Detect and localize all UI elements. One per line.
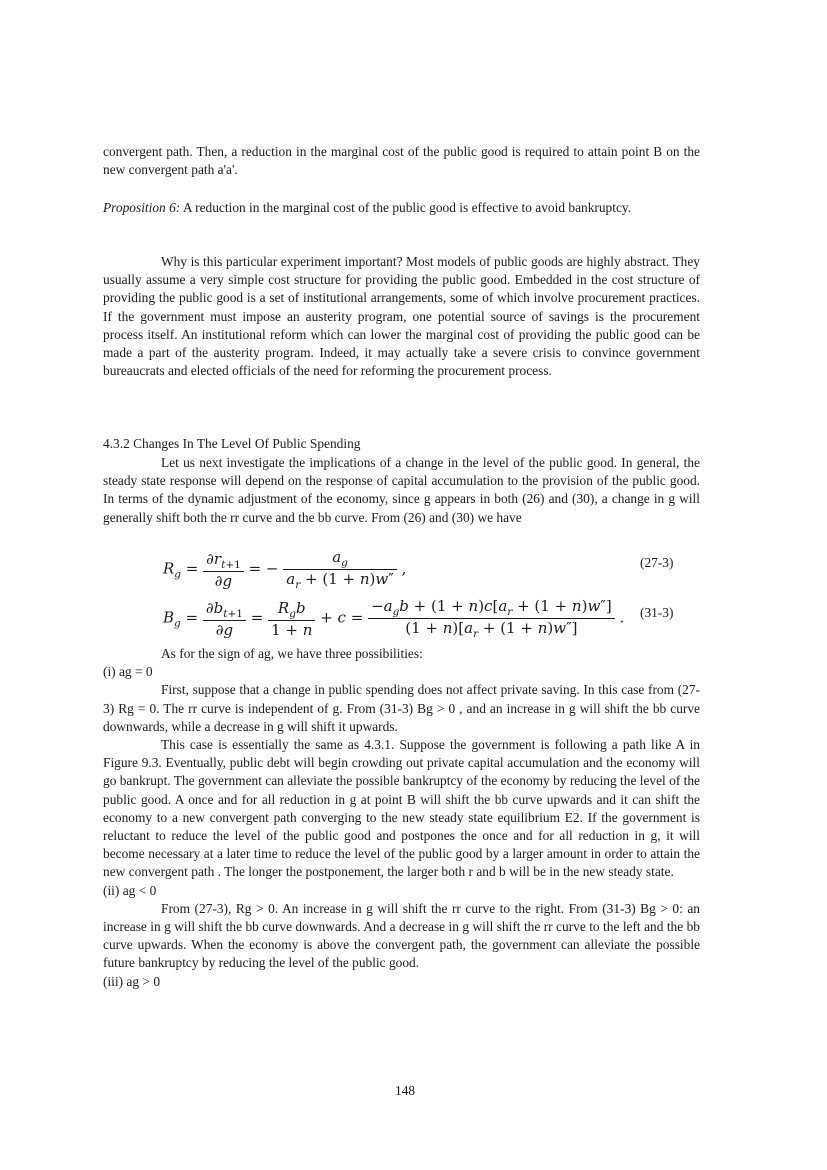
- case-i-label: (i) ag = 0: [103, 664, 153, 680]
- paragraph-text: convergent path. Then, a reduction in the marginal cost of the public good is required to attain point B on the new convergent path a'a'.: [103, 144, 700, 178]
- paragraph-text: Why is this particular experiment important? Most models of public goods are highly abstract. They usually assume a very simple cost structure for providing the public good. Embedded in the cost structure of providing the public good is a set of institutional arrangements, some of which involve procurement practices. If the government must impose an austerity program, one potential source of savings is the procurement process itself. An institutional reform which can lower the marginal cost of providing the public good can be made a part of the austerity program. Indeed, it may actually take a severe crisis to convince government bureaucrats and elected officials of the need for reforming the procurement process.: [103, 254, 700, 379]
- section-heading: 4.3.2 Changes In The Level Of Public Spending: [103, 436, 361, 451]
- paragraph-text: First, suppose that a change in public spending does not affect private saving. In this case from (27-3) Rg = 0. The rr curve is independent of g. From (31-3) Bg > 0 , and an increase in g will shift the bb curve downwards, while a decrease in g will shift it upwards.: [103, 682, 700, 734]
- equation-label: (27-3): [640, 555, 674, 570]
- paragraph-text: This case is essentially the same as 4.3.1. Suppose the government is following a path like A in Figure 9.3. Eventually, public debt will begin crowding out private capital accumulation and the economy will go bankrupt. The government can alleviate the possible bankruptcy of the economy by reducing the level of the public good. A once and for all reduction in g at point B will shift the bb curve upwards and it can shift the economy to a new convergent path converging to the new steady state equilibrium E2. If the government is reluctant to reduce the level of the public good and postpones the once and for all reduction in g, it will become necessary at a later time to reduce the level of the public good by a larger amount in order to attain the new convergent path . The longer the postponement, the larger both r and b will be in the new steady state.: [103, 737, 700, 880]
- equation-31-3: $B_g$ = $\frac{\partial b_{t+1}}{\partial g}$ = $\frac{R_gb}{1 + n}$ + c = $\frac{-a_gb + (1 + n)c[a_r + (1 + n)w'']}{(1 + n)[a_r + (1 + n)w'']}$ .: [163, 597, 625, 640]
- paragraph-continuation: [103, 143, 700, 179]
- proposition-text: A reduction in the marginal cost of the public good is effective to avoid bankruptcy.: [180, 200, 632, 215]
- paragraph-investigate: [103, 454, 700, 527]
- paragraph-sign: [103, 645, 700, 991]
- case-ii-label: (ii) ag < 0: [103, 882, 157, 898]
- page-number: 148: [395, 1083, 416, 1098]
- proposition-label: Proposition 6:: [103, 200, 181, 215]
- paragraph-text: Let us next investigate the implications of a change in the level of the public good. In general, the steady state response will depend on the response of capital accumulation to the provision of the public good. In terms of the dynamic adjustment of the economy, since g appears in both (26) and (30), a change in g will generally shift both the rr curve and the bb curve. From (26) and (30) we have: [103, 455, 700, 525]
- equation-27-3: $R_g$ = $\frac{\partial r_{t+1}}{\partial g}$ = − $\frac{a_g}{a_r + (1 + n)w''}$ ,: [163, 548, 407, 591]
- paragraph-text: From (27-3), Rg > 0. An increase in g will shift the rr curve to the right. From (31-3) Bg > 0: an increase in g will shift the bb curve downwards. And a decrease in g will shift the rr curve to the left and the bb curve upwards. When the economy is above the convergent path, the government can alleviate the possible future bankruptcy by reducing the level of the public good.: [103, 900, 700, 971]
- case-iii-label: (iii) ag > 0: [103, 973, 161, 989]
- proposition-6: [103, 199, 700, 217]
- paragraph-text: As for the sign of ag, we have three possibilities:: [161, 646, 423, 661]
- paragraph-why-important: [103, 253, 700, 380]
- equation-label: (31-3): [640, 605, 674, 620]
